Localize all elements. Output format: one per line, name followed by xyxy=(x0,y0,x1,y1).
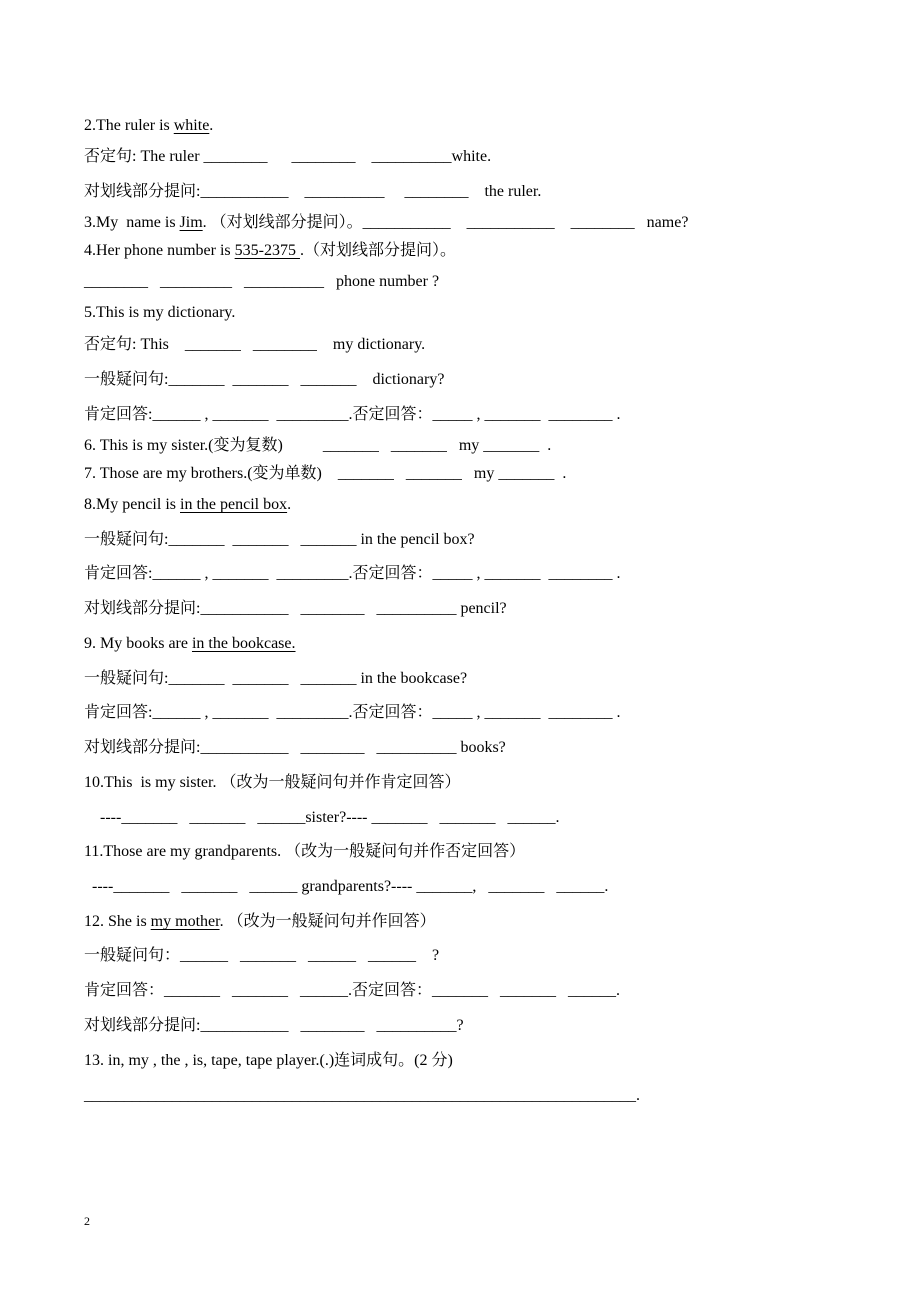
line-9-books: 9. My books are in the bookcase. xyxy=(84,635,296,652)
line-10-answer: ----_______ _______ ______sister?---- _______ _______ ______. xyxy=(84,809,560,826)
line-11-answer: ----_______ _______ ______ grandparents?---- _______, _______ ______. xyxy=(84,878,609,895)
line-2-ruler: 2.The ruler is white. xyxy=(84,117,214,134)
line-6-plural: 6. This is my sister.(变为复数) _______ _______ my _______ . xyxy=(84,437,552,454)
page-number: 2 xyxy=(84,1214,90,1228)
line-12-answers: 肯定回答：_______ _______ ______.否定回答：_______ _______ ______. xyxy=(84,982,621,999)
line-8-answers: 肯定回答:______ , _______ _________.否定回答：_____ , _______ ________ . xyxy=(84,565,621,582)
line-12-mother: 12. She is my mother. （改为一般疑问句并作回答） xyxy=(84,913,436,930)
line-8-question: 对划线部分提问:___________ ________ __________ pencil? xyxy=(84,600,507,617)
line-10-sister: 10.This is my sister. （改为一般疑问句并作肯定回答） xyxy=(84,774,461,791)
line-2-negative: 否定句: The ruler ________ ________ __________white. xyxy=(84,148,492,165)
line-7-singular: 7. Those are my brothers.(变为单数) _______ _______ my _______ . xyxy=(84,465,567,482)
line-5-answers: 肯定回答:______ , _______ _________.否定回答：_____ , _______ ________ . xyxy=(84,406,621,423)
line-12-question: 对划线部分提问:___________ ________ __________? xyxy=(84,1017,464,1034)
line-12-yesno: 一般疑问句：______ _______ ______ ______ ? xyxy=(84,947,440,964)
line-3-name: 3.My name is Jim. （对划线部分提问）。___________ ___________ ________ name? xyxy=(84,214,689,231)
line-9-answers: 肯定回答:______ , _______ _________.否定回答：_____ , _______ ________ . xyxy=(84,704,621,721)
line-5-dictionary: 5.This is my dictionary. xyxy=(84,304,236,321)
line-8-pencil: 8.My pencil is in the pencil box. xyxy=(84,496,292,513)
line-5-negative: 否定句: This _______ ________ my dictionary. xyxy=(84,336,426,353)
line-4-blanks: ________ _________ __________ phone number ? xyxy=(84,273,440,290)
line-9-question: 对划线部分提问:___________ ________ __________ books? xyxy=(84,739,506,756)
line-9-yesno: 一般疑问句:_______ _______ _______ in the bookcase? xyxy=(84,670,468,687)
line-13-answer: _____________________________________________________________________. xyxy=(84,1087,640,1104)
line-4-phone: 4.Her phone number is 535-2375 .（对划线部分提问）。 xyxy=(84,242,456,259)
line-13-words: 13. in, my , the , is, tape, tape player.(.)连词成句。(2 分) xyxy=(84,1052,453,1069)
line-5-yesno: 一般疑问句:_______ _______ _______ dictionary? xyxy=(84,371,445,388)
line-8-yesno: 一般疑问句:_______ _______ _______ in the pencil box? xyxy=(84,531,475,548)
line-11-grandparents: 11.Those are my grandparents. （改为一般疑问句并作否定回答） xyxy=(84,843,526,860)
line-2-question: 对划线部分提问:___________ __________ ________ the ruler. xyxy=(84,183,542,200)
